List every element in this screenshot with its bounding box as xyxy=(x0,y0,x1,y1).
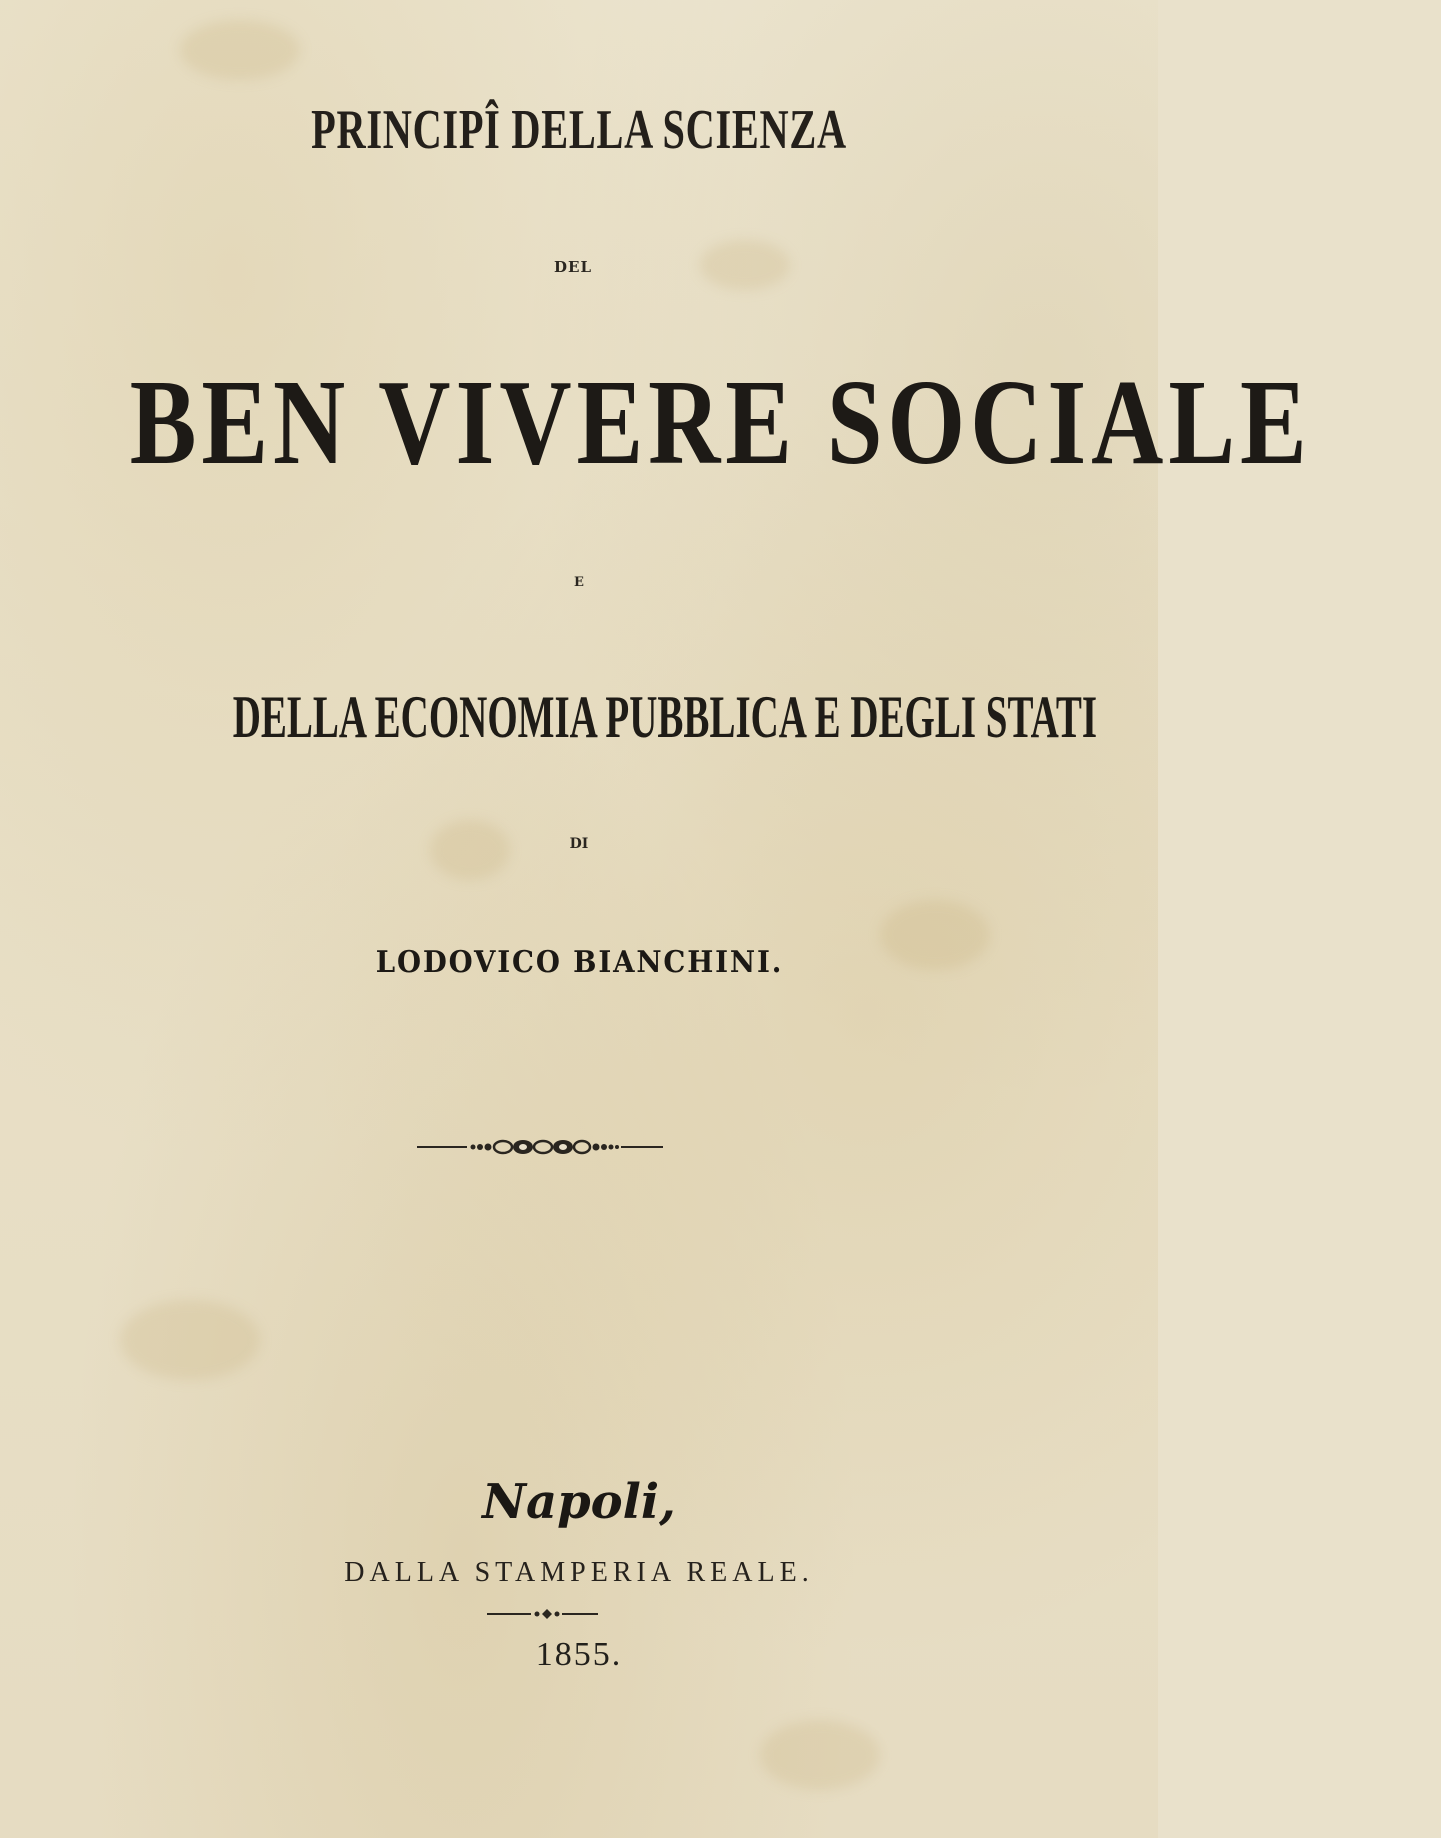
connector-e: E xyxy=(574,575,584,590)
subtitle-text: DELLA ECONOMIA PUBBLICA E DEGLI STATI xyxy=(232,684,1098,750)
main-title-text: BEN VIVERE SOCIALE xyxy=(129,355,1312,490)
connector-di: DI xyxy=(569,836,589,852)
connector-del: DEL xyxy=(554,258,592,276)
author-name xyxy=(0,945,1158,980)
author-name-text: LODOVICO BIANCHINI. xyxy=(375,945,783,980)
publication-year: 1855. xyxy=(535,1636,623,1673)
title-line-principi-text: PRINCIPÎ DELLA SCIENZA xyxy=(311,99,847,161)
main-title xyxy=(0,355,1312,490)
place-of-publication: Napoli, xyxy=(482,1474,676,1530)
printer-line: DALLA STAMPERIA REALE. xyxy=(344,1557,814,1588)
title-line-principi xyxy=(0,98,1158,162)
ornamental-rule xyxy=(415,1136,665,1158)
subtitle xyxy=(0,685,1158,749)
small-divider-rule xyxy=(485,1606,600,1622)
